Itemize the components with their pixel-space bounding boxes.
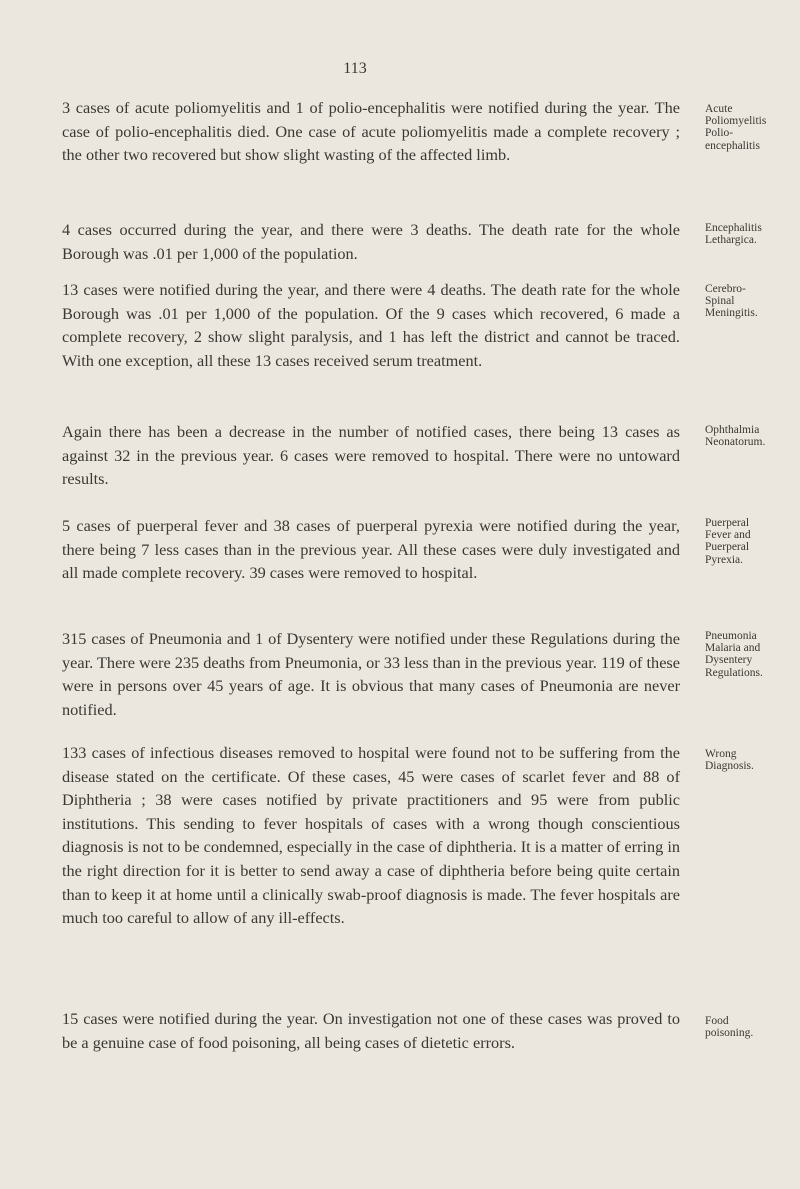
section-wrong-diagnosis	[62, 741, 800, 930]
margin-line: Puerperal	[705, 541, 750, 554]
margin-note-poliomyelitis	[705, 103, 800, 152]
margin-line: Encephalitis	[705, 222, 762, 234]
margin-line: poisoning.	[705, 1027, 754, 1040]
margin-line: Dysentery	[705, 654, 753, 667]
margin-line: Poliomyelitis	[705, 115, 767, 128]
margin-line: Wrong	[705, 748, 737, 760]
margin-line: Puerperal	[705, 517, 750, 529]
section-ophthalmia-neonatorum	[62, 420, 800, 491]
margin-note-ophthalmia-neonatorum	[705, 424, 800, 448]
paragraph-food-poisoning: 15 cases were notified during the year. On investigation not one of these cases was proved to be a genuine case of food poisoning, all being cases of dietetic errors.	[62, 1009, 680, 1052]
margin-line: Spinal	[705, 295, 735, 308]
margin-line: Cerebro-	[705, 283, 746, 295]
margin-line: Polio-	[705, 127, 734, 140]
margin-note-food-poisoning	[705, 1015, 800, 1039]
paragraph-wrong-diagnosis: 133 cases of infectious diseases removed to hospital were found not to be suffering from the disease stated on the certificate. Of these cases, 45 were cases of scarlet fever and 88 of Diphtheria ; 38 were cases notified by private practitioners and 95 were from public institutions. This sending to fever hospitals of cases with a wrong though conscientious diagnosis is not to be condemned, especially in the case of diphtheria. It is a matter of erring in the right direction for it is better to send away a case of diphtheria before being quite certain than to keep it at home until a clinically swab-proof diagnosis is made. The fever hospitals are much too careful to allow of any ill-effects.	[62, 743, 680, 928]
paragraph-poliomyelitis: 3 cases of acute poliomyelitis and 1 of polio-encephalitis were notified during the year. The case of polio-encephalitis died. One case of acute poliomyelitis made a complete recovery ; the other two recovered but show slight wasting of the affected limb.	[62, 98, 680, 165]
section-poliomyelitis	[62, 96, 800, 167]
margin-note-pneumonia	[705, 630, 800, 679]
margin-line: Pyrexia.	[705, 553, 744, 566]
margin-line: Acute	[705, 103, 733, 115]
section-puerperal	[62, 514, 800, 585]
margin-line: Ophthalmia	[705, 424, 760, 436]
margin-note-cerebro-spinal-meningitis	[705, 283, 800, 320]
page-number: 113	[343, 60, 367, 77]
margin-line: Meningitis.	[705, 307, 758, 320]
margin-line: Neonatorum.	[705, 436, 766, 449]
margin-line: Food	[705, 1015, 729, 1027]
margin-note-puerperal	[705, 517, 800, 566]
margin-note-wrong-diagnosis	[705, 748, 800, 772]
margin-line: Lethargica.	[705, 234, 757, 247]
margin-line: encephalitis	[705, 139, 760, 152]
paragraph-cerebro-spinal-meningitis: 13 cases were notified during the year, and there were 4 deaths. The death rate for the whole Borough was .01 per 1,000 of the population. Of the 9 cases which recovered, 6 made a complete recovery, 2 show slight paralysis, and 1 has left the district and cannot be traced. With one exception, all these 13 cases received serum treatment.	[62, 280, 680, 370]
margin-line: Fever and	[705, 529, 751, 542]
section-encephalitis	[62, 218, 800, 265]
paragraph-puerperal: 5 cases of puerperal fever and 38 cases of puerperal pyrexia were notified during the year, there being 7 less cases than in the previous year. All these cases were duly investigated and all made complete recovery. 39 cases were removed to hospital.	[62, 516, 680, 583]
margin-line: Diagnosis.	[705, 760, 754, 773]
section-pneumonia	[62, 627, 800, 721]
margin-note-encephalitis	[705, 222, 800, 246]
margin-line: Regulations.	[705, 666, 763, 679]
section-food-poisoning	[62, 1007, 800, 1054]
section-cerebro-spinal-meningitis	[62, 278, 800, 372]
paragraph-pneumonia: 315 cases of Pneumonia and 1 of Dysentery were notified under these Regulations during the year. There were 235 deaths from Pneumonia, or 33 less than in the previous year. 119 of these were in persons over 45 years of age. It is obvious that many cases of Pneumonia are never notified.	[62, 629, 680, 719]
margin-line: Malaria and	[705, 642, 761, 655]
margin-line: Pneumonia	[705, 630, 757, 642]
paragraph-encephalitis: 4 cases occurred during the year, and there were 3 deaths. The death rate for the whole Borough was .01 per 1,000 of the population.	[62, 220, 680, 263]
paragraph-ophthalmia-neonatorum: Again there has been a decrease in the number of notified cases, there being 13 cases as against 32 in the previous year. 6 cases were removed to hospital. There were no untoward results.	[62, 422, 680, 489]
